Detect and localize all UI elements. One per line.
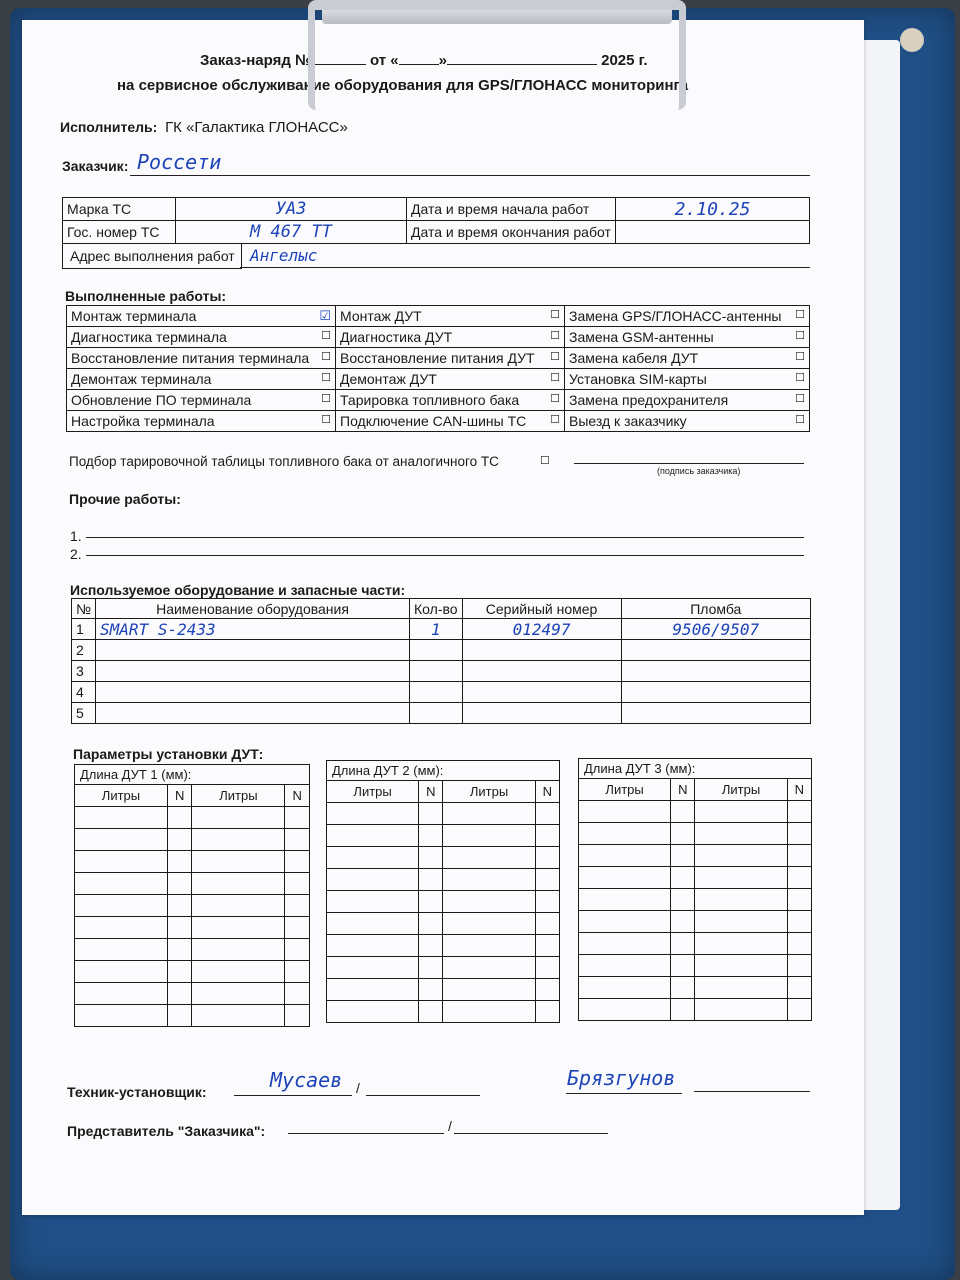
- dut-1-title: Длина ДУТ 1 (мм):: [75, 765, 310, 785]
- work-item[interactable]: Тарировка топливного бака ☐: [336, 390, 565, 411]
- customer-sign-caption: (подпись заказчика): [657, 466, 741, 476]
- checkbox-icon[interactable]: ☐: [550, 309, 560, 321]
- board-rivet: [900, 28, 924, 52]
- equipment-header: Наименование оборудования: [96, 599, 410, 619]
- customer-sign-line: [574, 463, 804, 464]
- checkbox-icon[interactable]: ☐: [795, 414, 805, 426]
- address-label: Адрес выполнения работ: [70, 248, 235, 264]
- header-line2: на сервисное обслуживание оборудования для GPS/ГЛОНАСС мониторинга: [117, 77, 689, 94]
- checkbox-icon[interactable]: ☐: [321, 414, 331, 426]
- checkbox-icon[interactable]: ☐: [795, 372, 805, 384]
- sign-slash: /: [448, 1118, 452, 1134]
- second-name-line: [694, 1091, 810, 1092]
- work-item[interactable]: Замена GPS/ГЛОНАСС-антенны ☐: [565, 306, 810, 327]
- work-item[interactable]: Диагностика ДУТ ☐: [336, 327, 565, 348]
- checkbox-checked-icon[interactable]: ☑: [319, 308, 331, 323]
- checkbox-icon[interactable]: ☐: [795, 351, 805, 363]
- checkbox-icon[interactable]: ☐: [550, 330, 560, 342]
- dut-3-title: Длина ДУТ 3 (мм):: [579, 759, 812, 779]
- works-title: Выполненные работы:: [65, 288, 227, 304]
- equipment-table: [71, 598, 811, 724]
- address-line: [240, 267, 810, 268]
- customer-label: Заказчик:: [62, 158, 129, 174]
- checkbox-icon[interactable]: ☐: [550, 393, 560, 405]
- work-item[interactable]: Выезд к заказчику ☐: [565, 411, 810, 432]
- customer-value: Россети: [137, 150, 222, 174]
- other-row-2-line: [86, 555, 804, 556]
- work-item[interactable]: Демонтаж терминала ☐: [67, 369, 336, 390]
- work-item[interactable]: Демонтаж ДУТ ☐: [336, 369, 565, 390]
- other-row-2-label: 2.: [70, 546, 82, 562]
- second-signature: Брязгунов: [567, 1066, 676, 1090]
- work-item[interactable]: Замена кабеля ДУТ ☐: [565, 348, 810, 369]
- other-works-title: Прочие работы:: [69, 491, 181, 507]
- table-row: 4: [72, 682, 811, 703]
- equipment-header: №: [72, 599, 96, 619]
- representative-name-line: [454, 1133, 608, 1134]
- table-row: 2: [72, 640, 811, 661]
- checkbox-icon[interactable]: ☐: [321, 351, 331, 363]
- technician-label: Техник-установщик:: [67, 1084, 207, 1100]
- checkbox-icon[interactable]: ☐: [795, 309, 805, 321]
- fuel-table-label: Подбор тарировочной таблицы топливного бака от аналогичного ТС: [69, 454, 499, 469]
- address-label-box: [62, 244, 242, 269]
- table-row: 3: [72, 661, 811, 682]
- dut-title: Параметры установки ДУТ:: [73, 746, 264, 762]
- work-item[interactable]: Монтаж ДУТ ☐: [336, 306, 565, 327]
- table-row: 1 SMART S-2433 1 012497 9506/9507: [72, 619, 811, 640]
- start-value: 2.10.25: [674, 198, 751, 220]
- checkbox-icon[interactable]: ☐: [550, 414, 560, 426]
- dut-table-2: Длина ДУТ 2 (мм): Литры N Литры N: [326, 760, 560, 1023]
- equipment-title: Используемое оборудование и запасные части:: [70, 582, 406, 598]
- customer-line: [130, 175, 810, 176]
- dut-table-1: Длина ДУТ 1 (мм): Литры N Литры N: [74, 764, 310, 1027]
- checkbox-icon[interactable]: ☐: [795, 330, 805, 342]
- work-item[interactable]: Замена предохранителя ☐: [565, 390, 810, 411]
- equipment-header: Пломба: [621, 599, 810, 619]
- representative-label: Представитель "Заказчика":: [67, 1123, 266, 1139]
- checkbox-icon[interactable]: ☐: [795, 393, 805, 405]
- checkbox-icon[interactable]: ☐: [540, 455, 550, 467]
- equipment-header: Серийный номер: [462, 599, 621, 619]
- second-sign-line: [566, 1093, 682, 1094]
- plate-label: Гос. номер ТС: [63, 221, 176, 244]
- equipment-qty-value: 1: [430, 619, 441, 639]
- plate-value: М 467 ТТ: [250, 222, 332, 242]
- checkbox-icon[interactable]: ☐: [321, 330, 331, 342]
- table-row: 5: [72, 703, 811, 724]
- address-value: Ангелыс: [250, 246, 318, 265]
- work-item[interactable]: Подключение CAN-шины ТС ☐: [336, 411, 565, 432]
- executor-row: Исполнитель: ГК «Галактика ГЛОНАСС»: [60, 119, 348, 136]
- equipment-name-value: SMART S-2433: [100, 619, 216, 639]
- checkbox-icon[interactable]: ☐: [550, 372, 560, 384]
- equipment-seal-value: 9506/9507: [672, 619, 760, 639]
- checkbox-icon[interactable]: ☐: [321, 372, 331, 384]
- brand-value: УАЗ: [275, 199, 307, 219]
- dut-2-title: Длина ДУТ 2 (мм):: [327, 761, 560, 781]
- order-form-sheet: [22, 20, 864, 1215]
- work-item[interactable]: Настройка терминала ☐: [67, 411, 336, 432]
- other-row-1-label: 1.: [70, 528, 82, 544]
- metal-clip: [308, 0, 686, 110]
- work-item[interactable]: Восстановление питания ДУТ ☐: [336, 348, 565, 369]
- brand-label: Марка ТС: [63, 198, 176, 221]
- work-item[interactable]: Замена GSM-антенны ☐: [565, 327, 810, 348]
- checkbox-icon[interactable]: ☐: [550, 351, 560, 363]
- checkbox-icon[interactable]: ☐: [321, 393, 331, 405]
- header-line1: Заказ-наряд № от « » 2025 г.: [200, 52, 648, 69]
- works-table: [66, 305, 810, 432]
- technician-name-line: [366, 1095, 480, 1096]
- dut-table-3: Длина ДУТ 3 (мм): Литры N Литры N: [578, 758, 812, 1021]
- other-row-1-line: [86, 537, 804, 538]
- start-label: Дата и время начала работ: [407, 198, 616, 221]
- equipment-header: Кол-во: [410, 599, 463, 619]
- work-item[interactable]: Монтаж терминала ☑: [67, 306, 336, 327]
- technician-sign-line: [234, 1095, 352, 1096]
- equipment-serial-value: 012497: [512, 619, 571, 639]
- vehicle-table: [62, 197, 810, 244]
- representative-sign-line: [288, 1133, 444, 1134]
- work-item[interactable]: Установка SIM-карты ☐: [565, 369, 810, 390]
- technician-signature: Мусаев: [270, 1068, 343, 1092]
- work-item[interactable]: Диагностика терминала ☐: [67, 327, 336, 348]
- end-value: [616, 221, 810, 244]
- sign-slash: /: [356, 1080, 360, 1096]
- work-item[interactable]: Восстановление питания терминала ☐: [67, 348, 336, 369]
- end-label: Дата и время окончания работ: [407, 221, 616, 244]
- work-item[interactable]: Обновление ПО терминала ☐: [67, 390, 336, 411]
